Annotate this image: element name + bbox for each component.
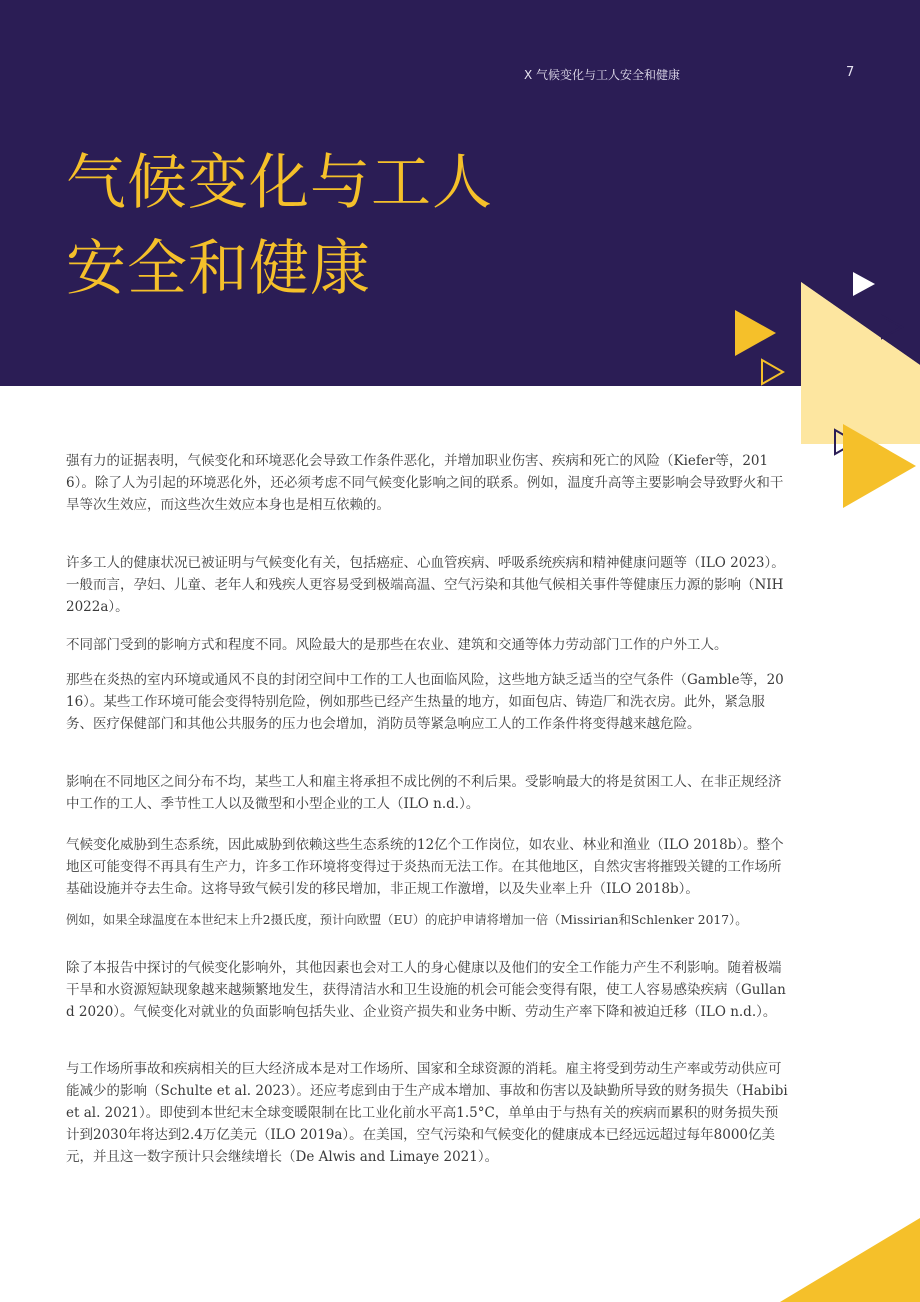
decor-triangle-navy-outline-2 [835,430,856,454]
paragraph-5: 影响在不同地区之间分布不均，某些工人和雇主将承担不成比例的不利后果。受影响最大的将是贫困工人、在非正规经济中工作的工人、季节性工人以及微型和小型企业的工人（ILO n.d.）。 [66,774,782,812]
paragraph-1: 强有力的证据表明，气候变化和环境恶化会导致工作条件恶化，并增加职业伤害、疾病和死亡的风险（Kiefer等，2016）。除了人为引起的环境恶化外，还必须考虑不同气候变化影响之间的联系。例如，温度升高等主要影响会导致野火和干旱等次生效应，而这些次生效应本身也是相互依赖的。 [66,453,784,513]
paragraph-3: 不同部门受到的影响方式和程度不同。风险最大的是那些在农业、建筑和交通等体力劳动部门工作的户外工人。 [66,637,728,653]
paragraph-4: 那些在炎热的室内环境或通风不良的封闭空间中工作的工人也面临风险，这些地方缺乏适当的空气条件（Gamble等，2016）。某些工作环境可能会变得特别危险，例如那些已经产生热量的地方，如面包店、铸造厂和洗衣房。此外，紧急服务、医疗保健部门和其他公共服务的压力也会增加，消防员等紧急响应工人的工作条件将变得越来越危险。 [66,672,784,732]
paragraph-9: 与工作场所事故和疾病相关的巨大经济成本是对工作场所、国家和全球资源的消耗。雇主将受到劳动生产率或劳动供应可能减少的影响（Schulte et al. 2023）。还应考虑到由于生产成本增加、事故和伤害以及缺勤所导致的财务损失（Habibi et al. 2021）。即使到本世纪末全球变暖限制在比工业化前水平高1.5°C，单单由于与热有关的疾病而累积的财务损失预计到2030年将达到2.4万亿美元（ILO 2019a）。在美国，空气污染和气候变化的健康成本已经远远超过每年8000亿美元，并且这一数字预计只会继续增长（De Alwis and Limaye 2021）。 [66,1061,788,1165]
paragraph-8: 除了本报告中探讨的气候变化影响外，其他因素也会对工人的身心健康以及他们的安全工作能力产生不利影响。随着极端干旱和水资源短缺现象越来越频繁地发生，获得清洁水和卫生设施的机会可能会变得有限，使工人容易感染疾病（Gulland 2020）。气候变化对就业的负面影响包括失业、企业资产损失和业务中断、劳动生产率下降和被迫迁移（ILO n.d.）。 [66,960,786,1020]
decor-triangle-yellow-2 [843,424,916,508]
decor-triangle-corner [780,1218,920,1302]
paragraph-2: 许多工人的健康状况已被证明与气候变化有关，包括癌症、心血管疾病、呼吸系统疾病和精神健康问题等（ILO 2023）。一般而言，孕妇、儿童、老年人和残疾人更容易受到极端高温、空气污染和其他气候相关事件等健康压力源的影响（NIH 2022a）。 [66,555,785,615]
page-title-line-1: 气候变化与工人 [66,148,493,218]
paragraph-6: 气候变化威胁到生态系统，因此威胁到依赖这些生态系统的12亿个工作岗位，如农业、林业和渔业（ILO 2018b）。整个地区可能变得不再具有生产力，许多工作环境将变得过于炎热而无法工作。在其他地区，自然灾害将摧毁关键的工作场所基础设施并夺去生命。这将导致气候引发的移民增加，非正规工作激增，以及失业率上升（ILO 2018b）。 [66,837,784,897]
page-number: 7 [846,65,855,80]
paragraph-7: 例如，如果全球温度在本世纪末上升2摄氏度，预计向欧盟（EU）的庇护申请将增加一倍（Missirian和Schlenker 2017）。 [66,913,748,927]
page-title-line-2: 安全和健康 [66,234,371,304]
page-title [66,140,493,312]
running-title: X 气候变化与工人安全和健康 [524,68,681,82]
